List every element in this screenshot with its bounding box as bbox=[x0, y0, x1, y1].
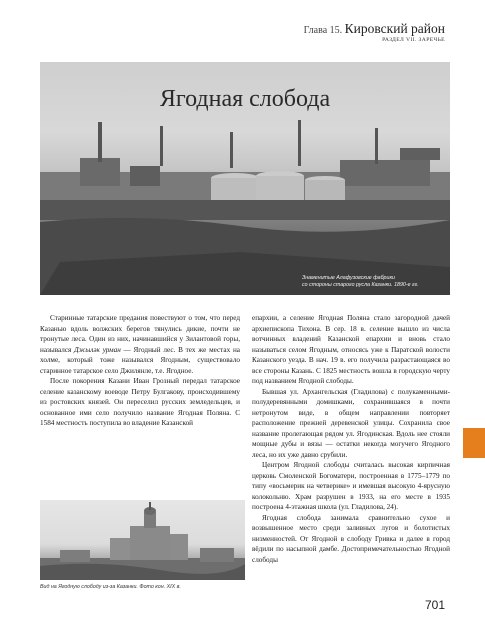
section-label: РАЗДЕЛ VII. ЗАРЕЧЬЕ bbox=[382, 37, 445, 43]
chapter-line bbox=[304, 22, 445, 36]
text-column-left bbox=[40, 313, 240, 429]
chapter-label: Глава 15. bbox=[303, 25, 343, 36]
text-run: — Ягодный лес. В тех же местах на холме, который тоже назывался Ягодным, существовало старинное татарское село Джилянле, т.е. Ягодное. bbox=[40, 345, 240, 375]
paragraph: После покорения Казани Иван Грозный передал татарское селение казанскому воеводе Петру Булгакову, происходившему из ростовских князей. Он переселил русских земледельцев, и основанное ими село получило название Ягодная Поляна. С 1584 местность поступила во владение Казанской bbox=[40, 377, 240, 427]
paragraph: Ягодная слобода занимала сравнительно сухое и возвышенное место среди заливных лугов и болотистых низменностей. От Ягодной в слободу Гривка и далее в город вёдили по насыпной дамбе. Достопримечательностью Ягодной слободы bbox=[252, 513, 450, 564]
text-run: Старинные татарские предания повествуют о том, что перед Казанью вдоль волжских берегов тянулись дикие, почти не тронутые леса. Один из них, начинавшийся у Зилантовой горы, назывался bbox=[40, 314, 240, 354]
section-tab-marker bbox=[463, 428, 485, 458]
page-number: 701 bbox=[424, 598, 445, 612]
emphasis-text: Джыләк урман bbox=[74, 345, 121, 354]
figure-title: Ягодная слобода bbox=[159, 86, 331, 112]
church-photo-illustration bbox=[40, 500, 245, 580]
text-column-right bbox=[252, 313, 450, 565]
paragraph: епархии, а селение Ягодная Поляна стало загородной дачей архиепископа Тихона. В сер. 18 в. селение вышло из числа вотчинных владений Казанской епархии и вновь стало называться селом Ягодным, относясь уже к Паратской волости Казанского уезда. В нач. 19 в. его получила разрастающаяся во все стороны Казань. С 1825 местность вошла в городскую черту под названием Ягодной слободы. bbox=[252, 314, 450, 385]
factory-photo bbox=[40, 62, 450, 295]
church-photo bbox=[40, 500, 245, 580]
paragraph: Центром Ягодной слободы считалась высокая кирпичная церковь Смоленской Богоматери, построенная в 1775–1779 по типу «восьмерик на четверике» и имевшая высокую 4-ярусную колокольню. Храм разрушен в 1933, на его месте в 1935 построена 4-этажная школа (ул. Гладилова, 24). bbox=[252, 461, 450, 511]
figure-caption-line: со стороны старого русла Казанки. 1890-е гг. bbox=[302, 281, 419, 288]
running-header bbox=[304, 22, 445, 44]
figure-caption bbox=[302, 275, 442, 289]
figure-caption: Вид на Ягодную слободу из-за Казанки. Фото кон. XIX в. bbox=[40, 584, 181, 590]
paragraph bbox=[40, 313, 240, 376]
figure-caption-line: Знаменитые Алафузовские фабрики bbox=[302, 274, 395, 281]
district-title: Кировский район bbox=[344, 21, 445, 36]
paragraph: Бывшая ул. Архангельская (Гладилова) с полукаменными-полудеревянными домишками, сохранившаяся в почти нетронутом виде, в общем направлении повторяет расположение прежней деревенской улицы. Сохранила свое название пролегающая рядом ул. Ягодинская. Вдоль нее стояли мощные дубы и вязы — остатки некогда могучего Ягодного леса, но их уже давно срубили. bbox=[252, 387, 450, 459]
